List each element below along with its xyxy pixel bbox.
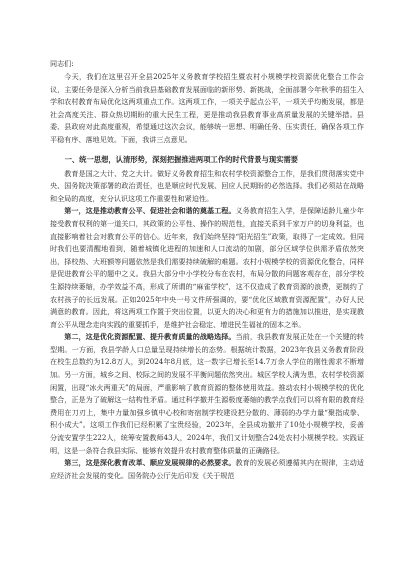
point3-paragraph [50, 457, 364, 482]
section-heading-1: 一、统一思想，认清形势，深刻把握推进两项工作的时代背景与现实需要 [64, 154, 299, 164]
salutation: 同志们: [50, 59, 74, 68]
section1-intro-paragraph: 教育是国之大计、党之大计。做好义务教育招生和农村学校资源整合工作，是我们贯彻落实党中央、国务院决策部署的政治责任，也是顺应时代发展、回应人民期盼的必然选择。我们必须站在战略和全局的高度，充分认识这项工作重要性和紧迫性。 [50, 168, 364, 203]
point1-paragraph [50, 205, 364, 331]
point3-body: 教育的发展必须遵循其内在规律，主动适应经济社会发展的变化。国务院办公厅先后印发《关于规范 [50, 458, 365, 480]
point1-body: 义务教育招生入学，是保障适龄儿童少年接受教育权利的第一道关口，其政策的公平性、操作的规范性，直接关系到千家万户的切身利益，也直接影响着社会对教育公平的信心。近年来，我们始终坚持“阳光招生”政策，取得了一定成效。但同时我们也要清醒地看到，随着城镇化进程的加速和人口流动的加剧，部分区域学位供需矛盾依然突出，择校热、大班额等问题依然是我们需要持续破解的难题。农村小规模学校的资源优化整合，同样是促进教育公平的题中之义。我县大部分中小学校分布在农村，布局分散的问题客观存在，部分学校生源持续萎缩，办学效益不高，形成了所谓的“麻雀学校”，这不仅造成了教育资源的浪费，更制约了农村孩子的长远发展。正如2025年中央一号文件所强调的，要“优化区域教育资源配置”，办好人民满意的教育。因此，将这两项工作置于突出位置，以更大的决心和更有力的措施加以推进，是实现教育公平从理念走向实践的重要抓手，是维护社会稳定、增进民生福祉的固本之举。 [50, 206, 365, 329]
opening-paragraph: 今天，我们在这里召开全县2025年义务教育学校招生暨农村小规模学校资源优化整合工作会议，主要任务是深入分析当前我县基础教育发展面临的新形势、新挑战，全面部署今年秋季的招生入学和农村教育布局优化这两项重点工作。这两项工作，一项关乎起点公平，一项关乎均衡发展，都是社会高度关注、群众热切期盼的重大民生工程，更是推动我县教育事业高质量发展的关键举措。县委、县政府对此高度重视，希望通过这次会议，能够统一思想、明确任务、压实责任，确保各项工作平稳有序、落地见效。下面，我讲三点意见。 [50, 72, 364, 144]
point1-lead: 第一，这是推动教育公平、促进社会和谐的奠基工程。 [64, 206, 236, 216]
point2-lead: 第二，这是优化资源配置、提升教育质量的战略选择。 [64, 332, 236, 342]
point3-lead: 第三，这是深化教育改革、顺应发展规律的必然要求。 [64, 458, 236, 468]
point2-paragraph [50, 331, 364, 457]
point2-body: 当前，我县教育发展正处在一个关键的转型期。一方面，我县学龄人口总量呈现持续增长的态势。根据统计数据，2023年我县义务教育阶段在校生总数约为12.8万人，到2024年8月底，这一数字已增长至14.7万余人学位的刚性需求不断增加。另一方面，城乡之间、校际之间的发展不平衡问题依然突出。城区学校人满为患，农村学校资源闲置，出现“冰火两重天”的局面，严重影响了教育资源的整体使用效益。推动农村小规模学校的优化整合，正是为了破解这一结构性矛盾。通过科学撤并生源极度萎缩的教学点我们可以将有限的教育经费用在刀刃上，集中力量加强乡镇中心校和寄宿制学校建设把分散的、薄弱的办学力量“聚指成拳、积小成大”。这项工作我们已经积累了宝贵经验，2023年，全县成功撤并了10处小规模学校，妥善分流安置学生222人，统筹安置教师43人，2024年，我们又计划整合24处农村小规模学校。实践证明，这是一条符合我县实际、能够有效提升农村教育整体质量的正确路径。 [50, 332, 365, 455]
